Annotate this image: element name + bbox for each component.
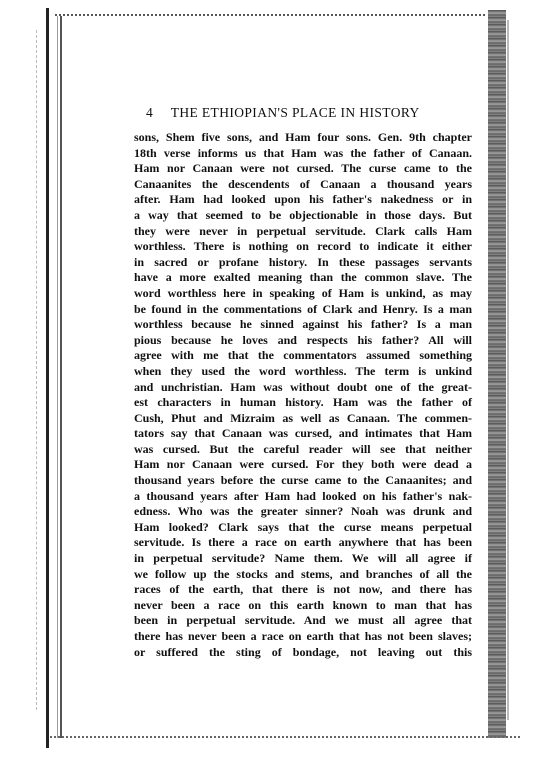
page-header: [146, 105, 466, 121]
text-line: sons, Shem five sons, and Ham four sons. Gen. 9th chapter: [134, 130, 472, 144]
scan-artifact-page-edge-right-line: [507, 20, 509, 720]
text-line: was cursed. But the careful reader will see that neither: [134, 441, 472, 456]
text-line: races of the earth, that there is not now, and there has: [134, 582, 472, 597]
text-line: in perpetual servitude? Name them. We will all agree if: [134, 551, 472, 566]
text-line: word worthless here in speaking of Ham is unkind, as may: [134, 285, 472, 300]
text-line: a thousand years after Ham had looked on his father's nak-: [134, 488, 472, 503]
text-line: after. Ham had looked upon his father's nakedness or in: [134, 192, 472, 207]
text-line: been in perpetual servitude. And we must all agree that: [134, 613, 472, 628]
text-line: there has never been a race on earth that has not been slaves;: [134, 629, 472, 643]
body-text: [134, 130, 472, 660]
text-line: pious because he loves and respects his father? All will: [134, 332, 472, 347]
text-line: 18th verse informs us that Ham was the father of Canaan.: [134, 145, 472, 160]
text-line: or suffered the sting of bondage, not leaving out this: [134, 644, 472, 659]
scan-artifact-page-edge-left-line: [60, 16, 62, 738]
scan-artifact-left-margin: [36, 30, 38, 710]
scan-artifact-top-edge: [55, 14, 485, 16]
scan-artifact-bottom-edge: [50, 736, 520, 738]
text-line: Ham looked? Clark says that the curse means perpetual: [134, 519, 472, 534]
text-line: Ham nor Canaan were not cursed. The curse came to the: [134, 161, 472, 176]
text-line: worthless. There is nothing on record to indicate it either: [134, 239, 472, 254]
text-line: be found in the commentations of Clark and Henry. Is a man: [134, 301, 472, 316]
text-line: Ham nor Canaan were cursed. For they both were dead a: [134, 457, 472, 472]
text-line: thousand years before the curse came to the Canaanites; and: [134, 473, 472, 488]
text-line: and unchristian. Ham was without doubt one of the great-: [134, 379, 472, 394]
text-line: we follow up the stocks and stems, and branches of all the: [134, 566, 472, 581]
text-line: they were never in perpetual servitude. Clark calls Ham: [134, 223, 472, 238]
scan-artifact-page-edge-right: [488, 10, 506, 738]
text-line: worthless because he sinned against his father? Is a man: [134, 317, 472, 332]
text-line: servitude. Is there a race on earth anywhere that has been: [134, 535, 472, 550]
text-line: when they used the word worthless. The term is unkind: [134, 363, 472, 378]
text-line: a way that seemed to be objectionable in those days. But: [134, 207, 472, 222]
text-line: Canaanites the descendents of Canaan a thousand years: [134, 176, 472, 191]
text-line: in sacred or profane history. In these passages servants: [134, 254, 472, 269]
page-number: 4: [146, 105, 154, 120]
text-line: never been a race on this earth known to man that has: [134, 597, 472, 612]
text-line: have a more exalted meaning than the common slave. The: [134, 270, 472, 285]
text-line: est characters in human history. Ham was the father of: [134, 395, 472, 410]
text-line: tators say that Canaan was cursed, and intimates that Ham: [134, 426, 472, 441]
running-title: THE ETHIOPIAN'S PLACE IN HISTORY: [170, 105, 420, 120]
text-line: Cush, Phut and Mizraim as well as Canaan. The commen-: [134, 410, 472, 425]
scan-artifact-page-edge-left-inner: [57, 16, 58, 738]
text-line: agree with me that the commentators assumed something: [134, 348, 472, 363]
scan-artifact-page-edge-left: [46, 8, 49, 748]
text-line: edness. Who was the greater sinner? Noah was drunk and: [134, 504, 472, 519]
